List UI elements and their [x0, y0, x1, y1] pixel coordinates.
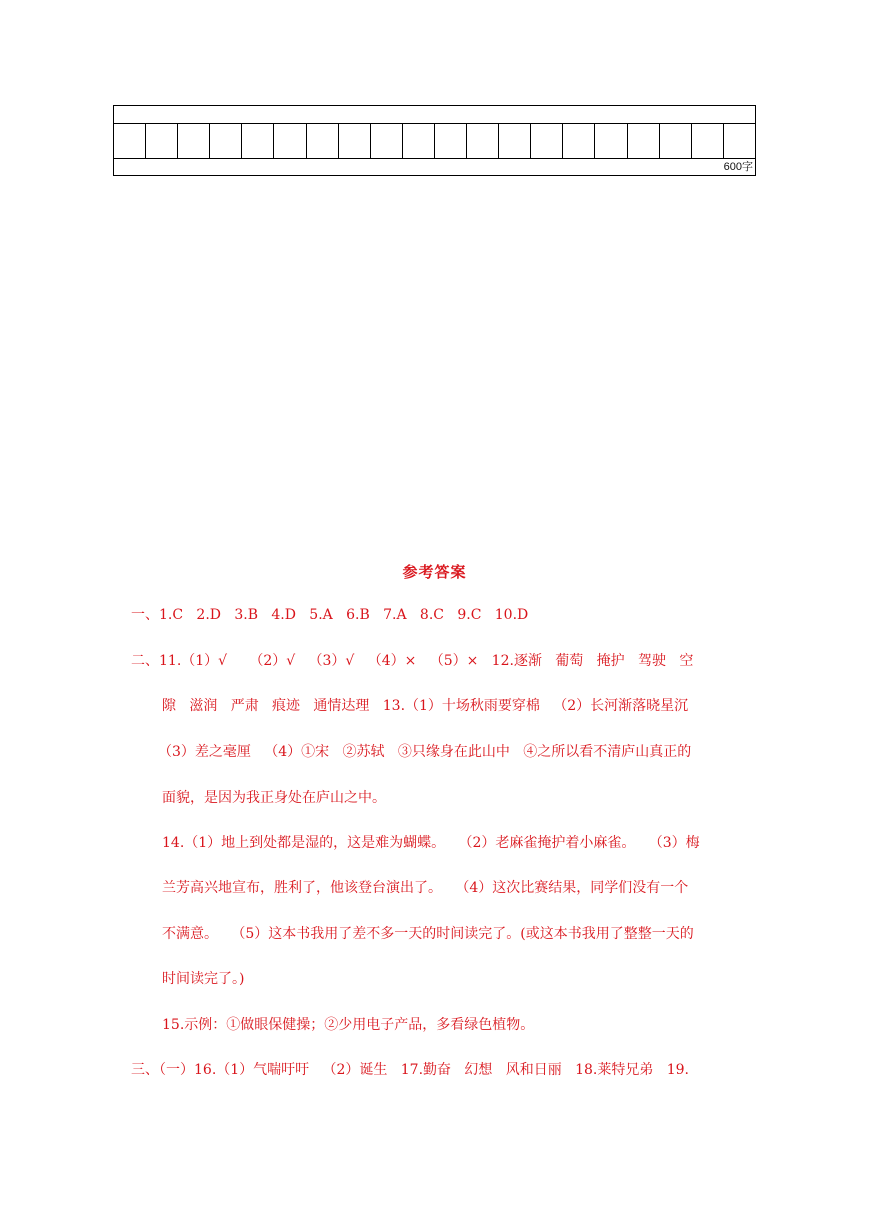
grid-cell	[274, 124, 306, 159]
grid-cell-row	[114, 124, 756, 159]
grid-cell	[114, 124, 146, 159]
answer-line: 隙 滋润 严肃 痕迹 通情达理 13.（1）十场秋雨要穿棉 （2）长河渐落晓星沉	[162, 698, 689, 714]
grid-cell	[434, 124, 466, 159]
grid-cell	[178, 124, 210, 159]
grid-cell	[402, 124, 434, 159]
grid-top-row	[114, 106, 756, 124]
answer-title: 参考答案	[402, 563, 467, 581]
composition-grid	[113, 105, 756, 176]
answer-line: （3）差之毫厘 （4）①宋 ②苏轼 ③只缘身在此山中 ④之所以看不清庐山真正的	[158, 744, 692, 760]
grid-cell	[467, 124, 499, 159]
grid-cell	[691, 124, 723, 159]
answer-line: 15.示例：①做眼保健操；②少用电子产品，多看绿色植物。	[162, 1017, 535, 1033]
answer-line: 时间读完了。)	[162, 971, 245, 987]
grid-cell	[563, 124, 595, 159]
grid-cell	[627, 124, 659, 159]
grid-cell	[723, 124, 755, 159]
answer-line: 不满意。 （5）这本书我用了差不多一天的时间读完了。(或这本书我用了整整一天的	[162, 926, 694, 942]
grid-cell	[595, 124, 627, 159]
grid-cell	[499, 124, 531, 159]
answer-line: 一、1.C 2.D 3.B 4.D 5.A 6.B 7.A 8.C 9.C 10.D	[131, 607, 529, 623]
grid-cell	[338, 124, 370, 159]
answer-line: 二、11.（1）√ （2）√ （3）√ （4）× （5）× 12.逐渐 葡萄 掩护 驾驶 空	[131, 653, 694, 669]
grid-cell	[306, 124, 338, 159]
grid-cell	[146, 124, 178, 159]
grid-cell	[370, 124, 402, 159]
answer-line: 面貌，是因为我正身处在庐山之中。	[162, 790, 386, 806]
grid-cell	[210, 124, 242, 159]
answer-line: 兰芳高兴地宣布，胜利了，他该登台演出了。 （4）这次比赛结果，同学们没有一个	[162, 880, 689, 896]
answer-line: 三、（一）16.（1）气喘吁吁 （2）诞生 17.勤奋 幻想 风和日丽 18.莱特兄弟 19.	[131, 1062, 689, 1078]
grid-cell	[242, 124, 274, 159]
word-count-label: 600字	[114, 159, 756, 176]
answer-line: 14.（1）地上到处都是湿的，这是难为蝴蝶。 （2）老麻雀掩护着小麻雀。 （3）梅	[162, 835, 700, 851]
grid-cell	[531, 124, 563, 159]
grid-cell	[659, 124, 691, 159]
